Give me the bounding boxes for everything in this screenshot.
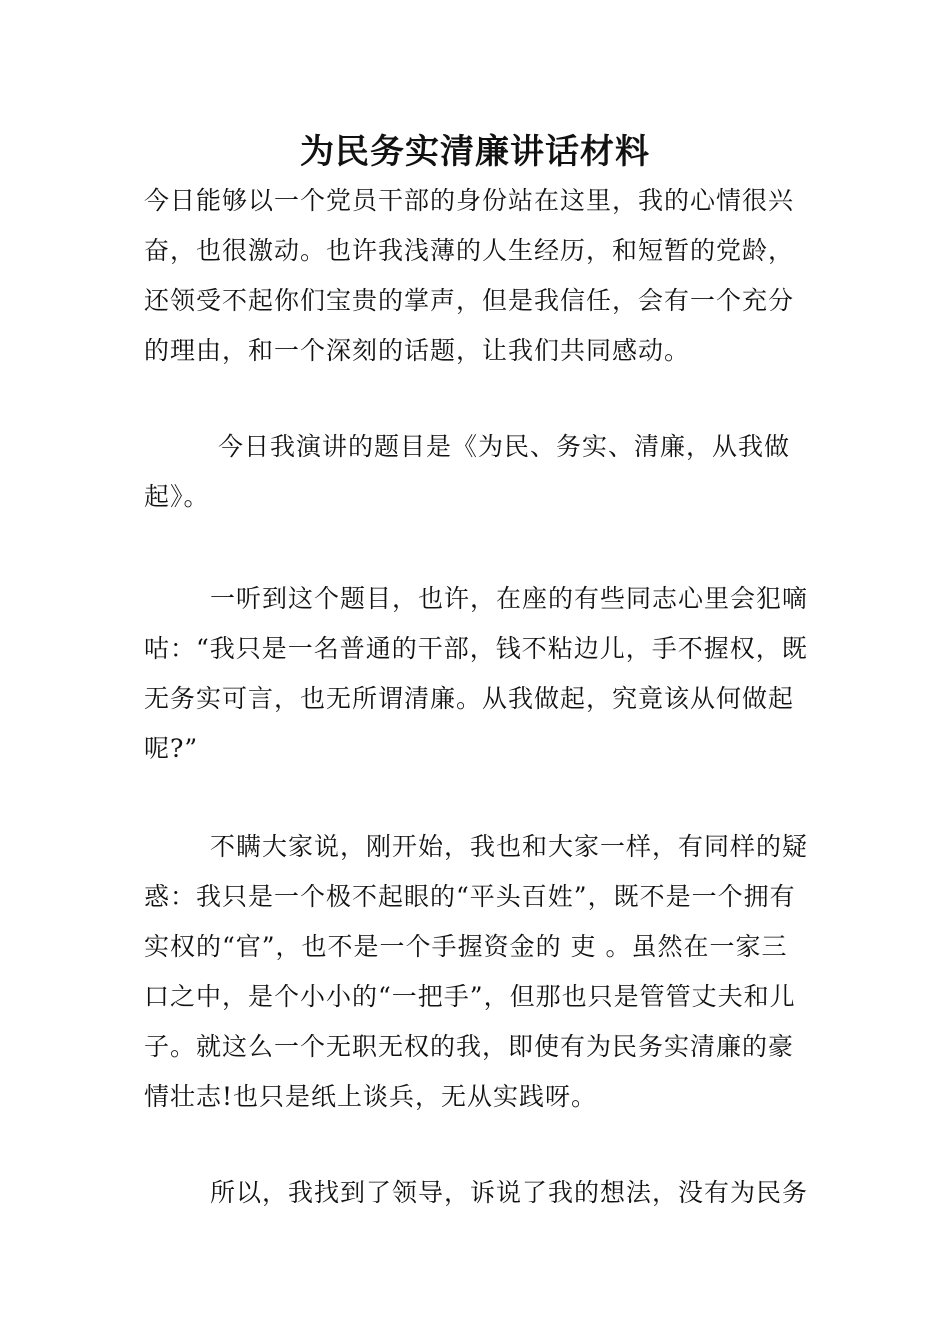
paragraph-text: 今日能够以一个党员干部的身份站在这里，我的心情很兴奋，也很激动。也许我浅薄的人生经历，和短暂的党龄，还领受不起你们宝贵的掌声，但是我信任，会有一个充分的理由，和一个深刻的话题，让我们共同感动。 bbox=[144, 186, 795, 365]
body-paragraph-2 bbox=[144, 422, 808, 522]
document-title: 为民务实清廉讲话材料 bbox=[300, 132, 650, 172]
paragraph-text: 所以，我找到了领导，诉说了我的想法，没有为民务 bbox=[210, 1178, 809, 1207]
paragraph-text: 今日我演讲的题目是《为民、务实、清廉，从我做起》。 bbox=[144, 432, 791, 511]
body-paragraph-4 bbox=[144, 822, 808, 1122]
body-paragraph-1 bbox=[144, 176, 808, 376]
body-paragraph-3 bbox=[144, 574, 808, 774]
body-paragraph-5 bbox=[144, 1168, 808, 1218]
paragraph-text: 不瞒大家说，刚开始，我也和大家一样，有同样的疑惑：我只是一个极不起眼的“平头百姓”，既不是一个拥有实权的“官”，也不是一个手握资金的 吏 。虽然在一家三口之中，是个小小的“一把手”，但那也只是管管丈夫和儿子。就这么一个无职无权的我，即使有为民务实清廉的豪情壮志!也只是纸上谈兵，无从实践呀。 bbox=[144, 832, 809, 1111]
paragraph-text: 一听到这个题目，也许，在座的有些同志心里会犯嘀咕：“我只是一名普通的干部，钱不粘边儿，手不握权，既无务实可言，也无所谓清廉。从我做起，究竟该从何做起呢?” bbox=[144, 584, 809, 763]
